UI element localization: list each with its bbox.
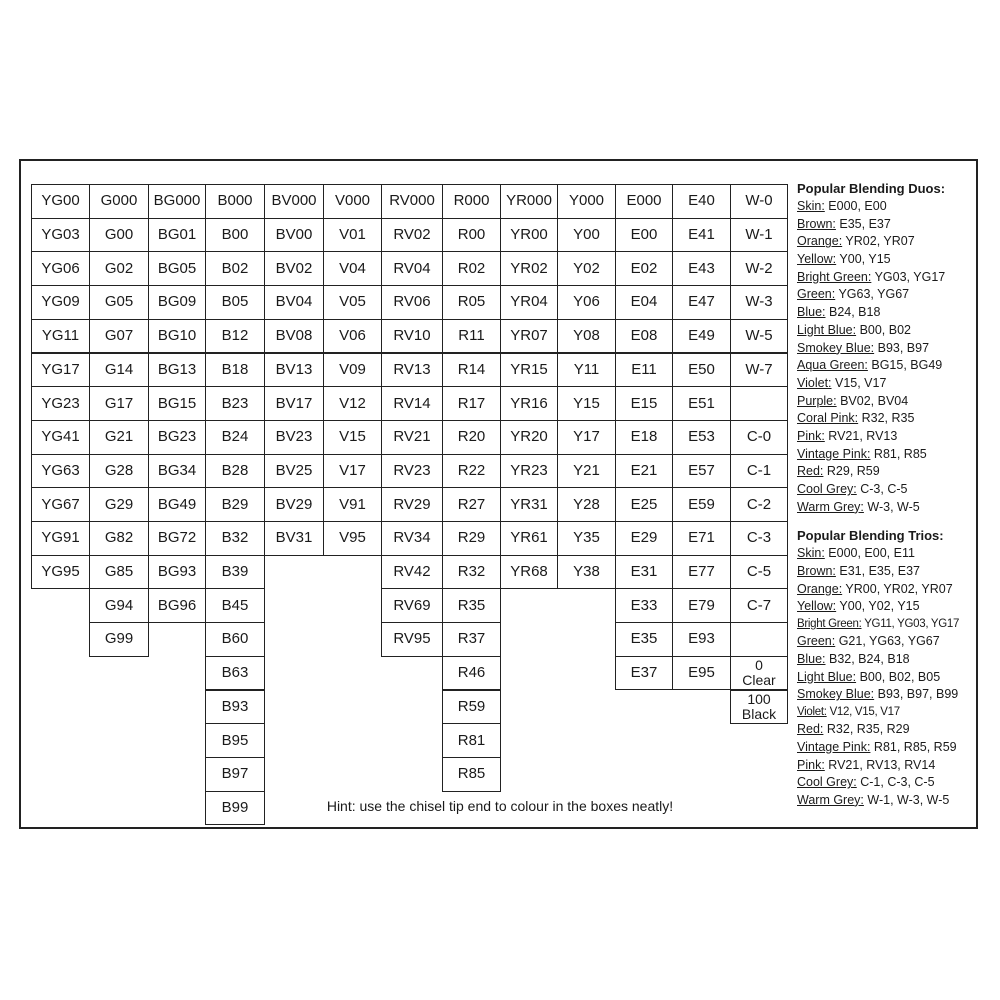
colour-code-cell: YG06 (31, 251, 90, 286)
colour-code-cell: B99 (205, 791, 265, 826)
colour-code-cell: E93 (672, 622, 731, 657)
colour-code-cell: R29 (442, 521, 501, 556)
colour-code-cell: BV23 (264, 420, 324, 455)
colour-code-cell: YG63 (31, 454, 90, 489)
colour-family-name: Brown: (797, 216, 836, 231)
colour-code-cell: G28 (89, 454, 149, 489)
colour-code-cell: BV000 (264, 184, 324, 219)
colour-code-cell: RV23 (381, 454, 443, 489)
colour-code-cell: YG41 (31, 420, 90, 455)
trios-row (797, 774, 977, 792)
colour-code-cell: B29 (205, 487, 265, 522)
colour-code-cell: R20 (442, 420, 501, 455)
colour-code-cell: YG03 (31, 218, 90, 253)
colour-code-cell: G21 (89, 420, 149, 455)
duos-row (797, 375, 977, 393)
colour-family-name: Bright Green: (797, 269, 872, 284)
colour-code-cell: E33 (615, 588, 673, 623)
trios-row (797, 651, 977, 669)
colour-family-name: Violet: (797, 375, 832, 390)
colour-code-cell: R17 (442, 386, 501, 421)
colour-code-cell: YR61 (500, 521, 558, 556)
colour-code-cell: YG11 (31, 319, 90, 354)
colour-code-cell: V15 (323, 420, 382, 455)
colour-code-cell: YR68 (500, 555, 558, 590)
duos-row (797, 233, 977, 251)
colour-code-cell: W-1 (730, 218, 788, 253)
colour-codes: BV02, BV04 (840, 393, 909, 408)
colour-code-cell (730, 386, 788, 421)
colour-codes: YG63, YG67 (838, 287, 910, 302)
colour-code-cell: E29 (615, 521, 673, 556)
colour-code-cell: R22 (442, 454, 501, 489)
colour-code-cell: G00 (89, 218, 149, 253)
colour-code-cell: E47 (672, 285, 731, 320)
colour-code-cell: B63 (205, 656, 265, 691)
colour-code-cell: Y35 (557, 521, 616, 556)
colour-family-name: Yellow: (797, 599, 837, 614)
trios-row (797, 616, 977, 634)
duos-row (797, 357, 977, 375)
colour-code-cell: B23 (205, 386, 265, 421)
colour-code-cell: BG10 (148, 319, 206, 354)
colour-code-cell: R46 (442, 656, 501, 691)
colour-code-cell: W-7 (730, 353, 788, 388)
colour-code-cell: B12 (205, 319, 265, 354)
colour-code-cell: V17 (323, 454, 382, 489)
colour-code-cell: BV17 (264, 386, 324, 421)
colour-code-cell: Y21 (557, 454, 616, 489)
colour-code-cell: YG17 (31, 353, 90, 388)
colour-code-cell: R37 (442, 622, 501, 657)
colour-code-cell: E51 (672, 386, 731, 421)
colour-code-cell: E53 (672, 420, 731, 455)
colour-code-cell: BG93 (148, 555, 206, 590)
colour-code-cell: E15 (615, 386, 673, 421)
colour-codes: V15, V17 (835, 375, 887, 390)
trios-block (797, 527, 977, 809)
colour-code-cell: YG09 (31, 285, 90, 320)
colour-code-cell: G14 (89, 353, 149, 388)
duos-row (797, 340, 977, 358)
colour-codes: B93, B97, B99 (877, 687, 959, 702)
colour-family-name: Vintage Pink: (797, 446, 871, 461)
colour-code-cell: G94 (89, 588, 149, 623)
colour-codes: YR02, YR07 (845, 234, 915, 249)
colour-code-cell: R85 (442, 757, 501, 792)
colour-codes: E31, E35, E37 (839, 563, 921, 578)
colour-code-cell: BV13 (264, 353, 324, 388)
trios-row (797, 669, 977, 687)
colour-code-cell: B00 (205, 218, 265, 253)
duos-title: Popular Blending Duos: (797, 181, 946, 196)
colour-codes: E35, E37 (839, 216, 891, 231)
colour-codes: B32, B24, B18 (828, 651, 910, 666)
colour-code-cell: G82 (89, 521, 149, 556)
colour-code-cell: G05 (89, 285, 149, 320)
colour-code-cell: R32 (442, 555, 501, 590)
colour-code-cell: Y17 (557, 420, 616, 455)
colour-code-cell: E00 (615, 218, 673, 253)
colour-family-name: Pink: (797, 757, 825, 772)
colour-code-cell: B45 (205, 588, 265, 623)
colour-family-name: Orange: (797, 581, 843, 596)
colour-code-cell: Y000 (557, 184, 616, 219)
trios-title: Popular Blending Trios: (797, 528, 944, 544)
colour-code-cell: Y11 (557, 353, 616, 388)
colour-code-cell: RV13 (381, 353, 443, 388)
colour-code-cell: 100 Black (730, 690, 788, 725)
blending-panel (797, 180, 977, 809)
colour-code-cell: C-1 (730, 454, 788, 489)
colour-code-cell: YG23 (31, 386, 90, 421)
colour-code-cell: BG13 (148, 353, 206, 388)
colour-codes: C-3, C-5 (860, 482, 908, 496)
colour-code-cell: E41 (672, 218, 731, 253)
trios-row (797, 704, 977, 722)
colour-code-cell: G29 (89, 487, 149, 522)
colour-code-cell: BV29 (264, 487, 324, 522)
colour-code-cell: YR23 (500, 454, 558, 489)
colour-family-name: Green: (797, 634, 836, 649)
colour-code-cell: R59 (442, 690, 501, 725)
colour-code-cell: Y06 (557, 285, 616, 320)
colour-codes: B00, B02 (859, 322, 911, 337)
trios-row (797, 757, 977, 775)
colour-code-cell: E11 (615, 353, 673, 388)
colour-code-cell: Y38 (557, 555, 616, 590)
colour-codes: R32, R35, R29 (826, 722, 910, 737)
colour-code-cell: R35 (442, 588, 501, 623)
colour-family-name: Pink: (797, 428, 825, 443)
colour-code-cell: RV02 (381, 218, 443, 253)
colour-family-name: Cool Grey: (797, 775, 857, 790)
colour-codes: R81, R85, R59 (873, 739, 957, 754)
colour-code-cell: B02 (205, 251, 265, 286)
colour-codes: E000, E00 (828, 199, 887, 213)
colour-code-cell: C-0 (730, 420, 788, 455)
colour-code-cell: BV04 (264, 285, 324, 320)
colour-code-cell: YR07 (500, 319, 558, 354)
colour-code-cell: YG00 (31, 184, 90, 219)
trios-row (797, 598, 977, 616)
trios-row (797, 545, 977, 563)
colour-code-cell: YR000 (500, 184, 558, 219)
colour-codes: RV21, RV13 (828, 428, 898, 443)
colour-code-cell: V12 (323, 386, 382, 421)
colour-code-cell: W-0 (730, 184, 788, 219)
colour-code-cell: R00 (442, 218, 501, 253)
colour-code-cell: E21 (615, 454, 673, 489)
colour-family-name: Orange: (797, 234, 843, 249)
colour-codes: B24, B18 (828, 305, 881, 320)
colour-codes: C-1, C-3, C-5 (860, 775, 935, 790)
colour-code-cell: E95 (672, 656, 731, 691)
colour-code-cell: RV95 (381, 622, 443, 657)
colour-family-name: Violet: (797, 705, 827, 718)
colour-code-cell: B32 (205, 521, 265, 556)
colour-code-cell: E77 (672, 555, 731, 590)
colour-code-cell: YG67 (31, 487, 90, 522)
colour-code-cell: V04 (323, 251, 382, 286)
colour-code-cell: 0 Clear (730, 656, 788, 691)
colour-code-cell: E37 (615, 656, 673, 691)
colour-code-cell: R14 (442, 353, 501, 388)
colour-code-cell: E31 (615, 555, 673, 590)
colour-code-cell: YR02 (500, 251, 558, 286)
colour-codes: Y00, Y02, Y15 (839, 599, 920, 614)
colour-family-name: Vintage Pink: (797, 739, 871, 754)
colour-code-cell: BG72 (148, 521, 206, 556)
duos-row (797, 198, 977, 216)
colour-code-cell: E49 (672, 319, 731, 354)
colour-codes: G21, YG63, YG67 (838, 634, 940, 649)
duos-row (797, 322, 977, 340)
duos-row (797, 428, 977, 446)
colour-code-cell: W-2 (730, 251, 788, 286)
colour-code-cell: B39 (205, 555, 265, 590)
colour-family-name: Brown: (797, 563, 836, 578)
colour-code-cell: RV29 (381, 487, 443, 522)
colour-family-name: Skin: (797, 546, 825, 561)
colour-family-name: Blue: (797, 305, 826, 320)
colour-code-cell: E57 (672, 454, 731, 489)
colour-code-cell: BG23 (148, 420, 206, 455)
duos-row (797, 216, 977, 234)
trios-list (797, 545, 977, 809)
colour-code-cell: V06 (323, 319, 382, 354)
colour-family-name: Cool Grey: (797, 482, 857, 496)
colour-codes: BG15, BG49 (871, 358, 943, 373)
colour-code-cell: B05 (205, 285, 265, 320)
colour-code-cell: E79 (672, 588, 731, 623)
colour-code-cell: E43 (672, 251, 731, 286)
colour-codes: YG11, YG03, YG17 (864, 617, 960, 630)
colour-code-cell: R000 (442, 184, 501, 219)
colour-code-cell: YR20 (500, 420, 558, 455)
colour-code-cell: B24 (205, 420, 265, 455)
colour-code-cell: E59 (672, 487, 731, 522)
duos-row (797, 463, 977, 481)
colour-family-name: Red: (797, 464, 824, 479)
colour-code-cell: BG15 (148, 386, 206, 421)
colour-code-cell: R02 (442, 251, 501, 286)
colour-code-cell: E35 (615, 622, 673, 657)
colour-code-cell: BG49 (148, 487, 206, 522)
colour-codes: R32, R35 (861, 411, 915, 426)
colour-code-cell: R27 (442, 487, 501, 522)
colour-code-cell: V000 (323, 184, 382, 219)
colour-code-cell: BV25 (264, 454, 324, 489)
colour-code-cell: R05 (442, 285, 501, 320)
colour-family-name: Purple: (797, 393, 837, 408)
colour-family-name: Warm Grey: (797, 499, 864, 514)
trios-row (797, 721, 977, 739)
colour-code-cell: E25 (615, 487, 673, 522)
colour-code-cell: G17 (89, 386, 149, 421)
colour-code-cell: R11 (442, 319, 501, 354)
colour-code-cell: G85 (89, 555, 149, 590)
colour-codes: V12, V15, V17 (829, 705, 900, 718)
colour-code-cell: B95 (205, 723, 265, 758)
colour-codes: YG03, YG17 (874, 269, 946, 284)
colour-code-cell: V09 (323, 353, 382, 388)
colour-code-cell: BV02 (264, 251, 324, 286)
colour-code-cell: YR15 (500, 353, 558, 388)
colour-codes: B00, B02, B05 (859, 669, 941, 684)
colour-code-cell: RV34 (381, 521, 443, 556)
colour-family-name: Light Blue: (797, 322, 857, 337)
colour-code-cell: Y08 (557, 319, 616, 354)
colour-code-cell (730, 622, 788, 657)
colour-code-cell: YG91 (31, 521, 90, 556)
colour-code-cell: E50 (672, 353, 731, 388)
colour-code-cell: RV42 (381, 555, 443, 590)
colour-code-cell: Y15 (557, 386, 616, 421)
colour-family-name: Bright Green: (797, 617, 862, 630)
colour-codes: YR00, YR02, YR07 (845, 581, 953, 596)
colour-code-cell: YR00 (500, 218, 558, 253)
colour-code-cell: C-3 (730, 521, 788, 556)
colour-codes: E000, E00, E11 (828, 546, 915, 561)
colour-code-cell: B93 (205, 690, 265, 725)
colour-family-name: Green: (797, 287, 836, 302)
colour-code-cell: B18 (205, 353, 265, 388)
colour-family-name: Red: (797, 722, 824, 737)
colour-family-name: Smokey Blue: (797, 340, 875, 355)
colour-code-cell: C-5 (730, 555, 788, 590)
duos-row (797, 269, 977, 287)
colour-code-cell: B60 (205, 622, 265, 657)
colour-code-cell: B97 (205, 757, 265, 792)
colour-code-cell: V95 (323, 521, 382, 556)
colour-code-cell: G07 (89, 319, 149, 354)
colour-code-cell: RV000 (381, 184, 443, 219)
colour-code-cell: Y02 (557, 251, 616, 286)
colour-code-cell: C-7 (730, 588, 788, 623)
colour-code-cell: E08 (615, 319, 673, 354)
colour-codes: W-1, W-3, W-5 (867, 792, 950, 807)
colour-codes: R29, R59 (826, 464, 880, 479)
colour-code-cell: G99 (89, 622, 149, 657)
colour-code-cell: BG96 (148, 588, 206, 623)
colour-code-cell: E40 (672, 184, 731, 219)
duos-row (797, 481, 977, 499)
colour-family-name: Smokey Blue: (797, 687, 875, 702)
trios-row (797, 739, 977, 757)
colour-code-cell: E000 (615, 184, 673, 219)
colour-code-cell: RV10 (381, 319, 443, 354)
colour-code-cell: RV14 (381, 386, 443, 421)
colour-family-name: Yellow: (797, 252, 837, 267)
trios-row (797, 581, 977, 599)
colour-code-cell: RV21 (381, 420, 443, 455)
colour-code-cell: BV31 (264, 521, 324, 556)
colour-code-cell: BV00 (264, 218, 324, 253)
colour-code-cell: RV04 (381, 251, 443, 286)
colour-code-cell: R81 (442, 723, 501, 758)
duos-block (797, 180, 977, 516)
colour-code-cell: BG34 (148, 454, 206, 489)
colour-codes: W-3, W-5 (867, 499, 920, 514)
colour-code-cell: B28 (205, 454, 265, 489)
colour-code-cell: BG05 (148, 251, 206, 286)
duos-row (797, 304, 977, 322)
colour-code-cell: G000 (89, 184, 149, 219)
colour-code-cell: B000 (205, 184, 265, 219)
colour-codes: RV21, RV13, RV14 (828, 757, 936, 772)
colour-code-cell: BV08 (264, 319, 324, 354)
colour-codes: B93, B97 (877, 340, 930, 355)
colour-code-cell: W-5 (730, 319, 788, 354)
colour-family-name: Coral Pink: (797, 411, 859, 426)
hint-text: Hint: use the chisel tip end to colour in the boxes neatly! (326, 798, 674, 814)
colour-code-cell: YR31 (500, 487, 558, 522)
duos-row (797, 499, 977, 517)
colour-codes: Y00, Y15 (839, 252, 891, 267)
colour-code-cell: E71 (672, 521, 731, 556)
colour-code-cell: BG01 (148, 218, 206, 253)
colour-code-cell: Y28 (557, 487, 616, 522)
colour-code-cell: YG95 (31, 555, 90, 590)
duos-row (797, 286, 977, 304)
colour-code-cell: W-3 (730, 285, 788, 320)
colour-code-cell: RV06 (381, 285, 443, 320)
duos-row (797, 446, 977, 464)
colour-code-cell: V01 (323, 218, 382, 253)
colour-family-name: Blue: (797, 651, 826, 666)
trios-row (797, 563, 977, 581)
colour-code-cell: Y00 (557, 218, 616, 253)
colour-code-cell: YR04 (500, 285, 558, 320)
colour-code-cell: G02 (89, 251, 149, 286)
colour-codes: R81, R85 (873, 446, 927, 461)
colour-code-cell: C-2 (730, 487, 788, 522)
colour-code-cell: BG09 (148, 285, 206, 320)
colour-code-cell: E18 (615, 420, 673, 455)
colour-code-cell: V91 (323, 487, 382, 522)
trios-row (797, 633, 977, 651)
colour-family-name: Light Blue: (797, 669, 857, 684)
trios-row (797, 686, 977, 704)
colour-code-cell: RV69 (381, 588, 443, 623)
colour-code-cell: E04 (615, 285, 673, 320)
colour-family-name: Skin: (797, 199, 825, 213)
duos-list (797, 198, 977, 516)
trios-row (797, 792, 977, 810)
colour-code-cell: E02 (615, 251, 673, 286)
duos-row (797, 251, 977, 269)
colour-family-name: Aqua Green: (797, 358, 868, 373)
colour-family-name: Warm Grey: (797, 792, 864, 807)
duos-row (797, 410, 977, 428)
colour-code-cell: BG000 (148, 184, 206, 219)
colour-code-cell: V05 (323, 285, 382, 320)
duos-row (797, 393, 977, 411)
colour-code-cell: YR16 (500, 386, 558, 421)
